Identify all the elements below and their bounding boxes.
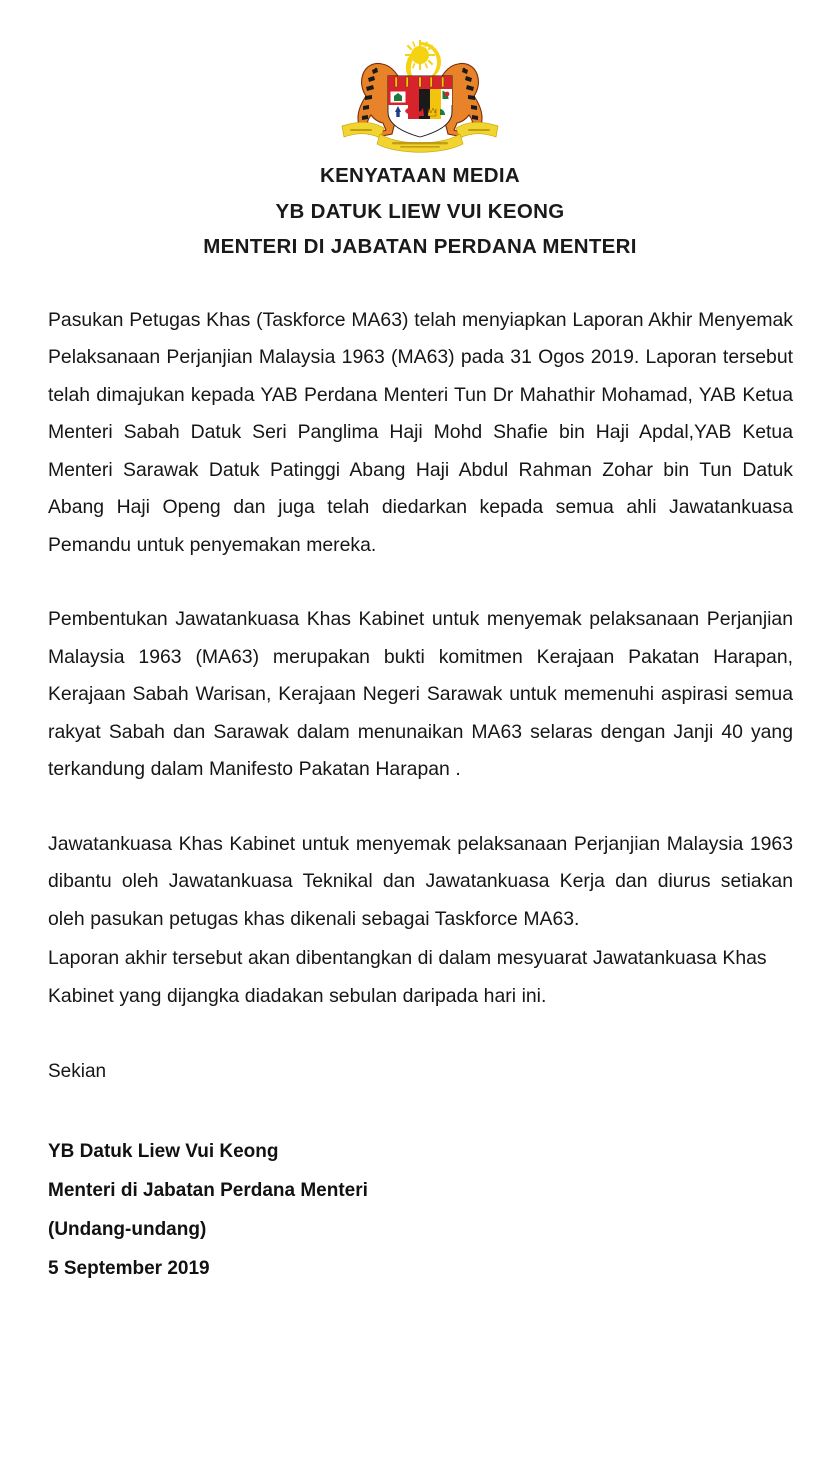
signature-date: 5 September 2019	[48, 1258, 210, 1279]
emblem-container	[0, 0, 840, 158]
paragraph-1: Pasukan Petugas Khas (Taskforce MA63) telah menyiapkan Laporan Akhir Menyemak Pelaksanaan Perjanjian Malaysia 1963 (MA63) pada 31 Ogos 2019. Laporan tersebut telah dimajukan kepada YAB Perdana Menteri Tun Dr Mahathir Mohamad, YAB Ketua Menteri Sabah Datuk Seri Panglima Haji Mohd Shafie bin Haji Apdal,YAB Ketua Menteri Sarawak Datuk Patinggi Abang Haji Abdul Rahman Zohar bin Tun Datuk Abang Haji Openg dan juga telah diedarkan kepada semua ahli Jawatankuasa Pemandu untuk penyemakan mereka.	[48, 308, 793, 556]
signature-name: YB Datuk Liew Vui Keong	[48, 1141, 279, 1162]
signature-title: Menteri di Jabatan Perdana Menteri	[48, 1180, 368, 1201]
paragraph-3: Jawatankuasa Khas Kabinet untuk menyemak pelaksanaan Perjanjian Malaysia 1963 dibantu oleh Jawatankuasa Teknikal dan Jawatankuasa Kerja dan diurus setiakan oleh pasukan petugas khas dikenali sebagai Taskforce MA63.	[48, 832, 793, 930]
shield	[388, 76, 452, 137]
heading-line-kenyataan-media: KENYATAAN MEDIA	[319, 164, 521, 187]
closing-sekian: Sekian	[48, 1061, 107, 1082]
paragraph-2: Pembentukan Jawatankuasa Khas Kabinet untuk menyemak pelaksanaan Perjanjian Malaysia 1963 (MA63) merupakan bukti komitmen Kerajaan Pakatan Harapan, Kerajaan Sabah Warisan, Kerajaan Negeri Sarawak untuk memenuhi aspirasi semua rakyat Sabah dan Sarawak dalam menunaikan MA63 selaras dengan Janji 40 yang terkandung dalam Manifesto Pakatan Harapan .	[48, 608, 793, 780]
paragraph-4: Laporan akhir tersebut akan dibentangkan di dalam mesyuarat Jawatankuasa Khas Kabinet yang dijangka diadakan sebulan daripada hari ini.	[48, 947, 767, 1007]
document-heading	[0, 166, 840, 258]
signature-block	[0, 1132, 840, 1288]
heading-line-ministry: MENTERI DI JABATAN PERDANA MENTERI	[203, 235, 637, 258]
jata-negara-coat-of-arms-icon	[320, 26, 520, 158]
signature-portfolio: (Undang-undang)	[48, 1219, 207, 1240]
heading-line-minister-name: YB DATUK LIEW VUI KEONG	[275, 199, 565, 223]
document-body	[0, 302, 840, 1016]
